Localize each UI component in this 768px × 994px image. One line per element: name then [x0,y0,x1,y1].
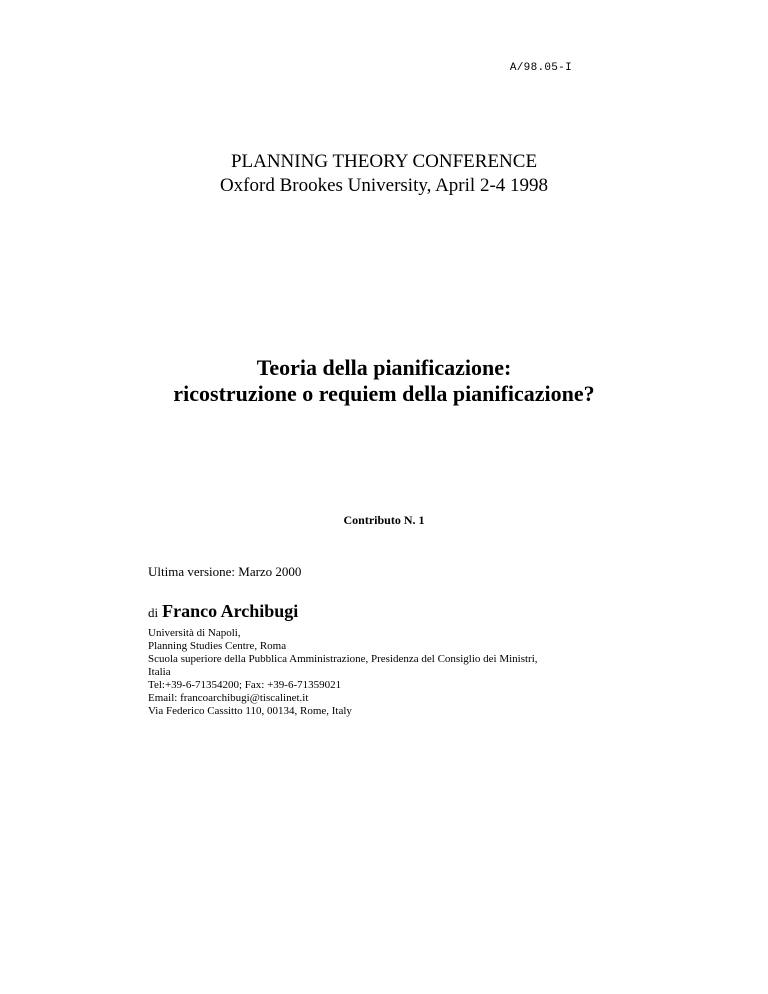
version-note: Ultima versione: Marzo 2000 [148,564,302,579]
conference-venue: Oxford Brookes University, April 2-4 1998 [219,175,549,196]
contact-email: Email: francoarchibugi@tiscalinet.it [148,692,309,704]
affiliation-university: Università di Napoli, [148,627,241,639]
affiliation-centre: Planning Studies Centre, Roma [148,640,287,652]
author-name: Franco Archibugi [162,601,299,621]
paper-title [0,355,768,407]
affiliation-block [148,627,628,718]
author-line [148,601,298,622]
conference-block [0,150,768,198]
contact-address: Via Federico Cassitto 110, 00134, Rome, Italy [148,705,352,717]
affiliation-school: Scuola superiore della Pubblica Amministrazione, Presidenza del Consiglio dei Ministri, [148,653,538,665]
affiliation-country: Italia [148,666,171,678]
document-code: A/98.05-I [509,62,572,74]
contribution-number: Contributo N. 1 [343,513,425,527]
contact-phone-fax: Tel:+39-6-71354200; Fax: +39-6-71359021 [148,679,342,691]
title-line-1: Teoria della pianificazione: [256,355,512,380]
title-line-2: ricostruzione o requiem della pianificazione? [173,381,595,406]
author-prefix: di [148,605,159,620]
conference-name: PLANNING THEORY CONFERENCE [230,151,538,172]
